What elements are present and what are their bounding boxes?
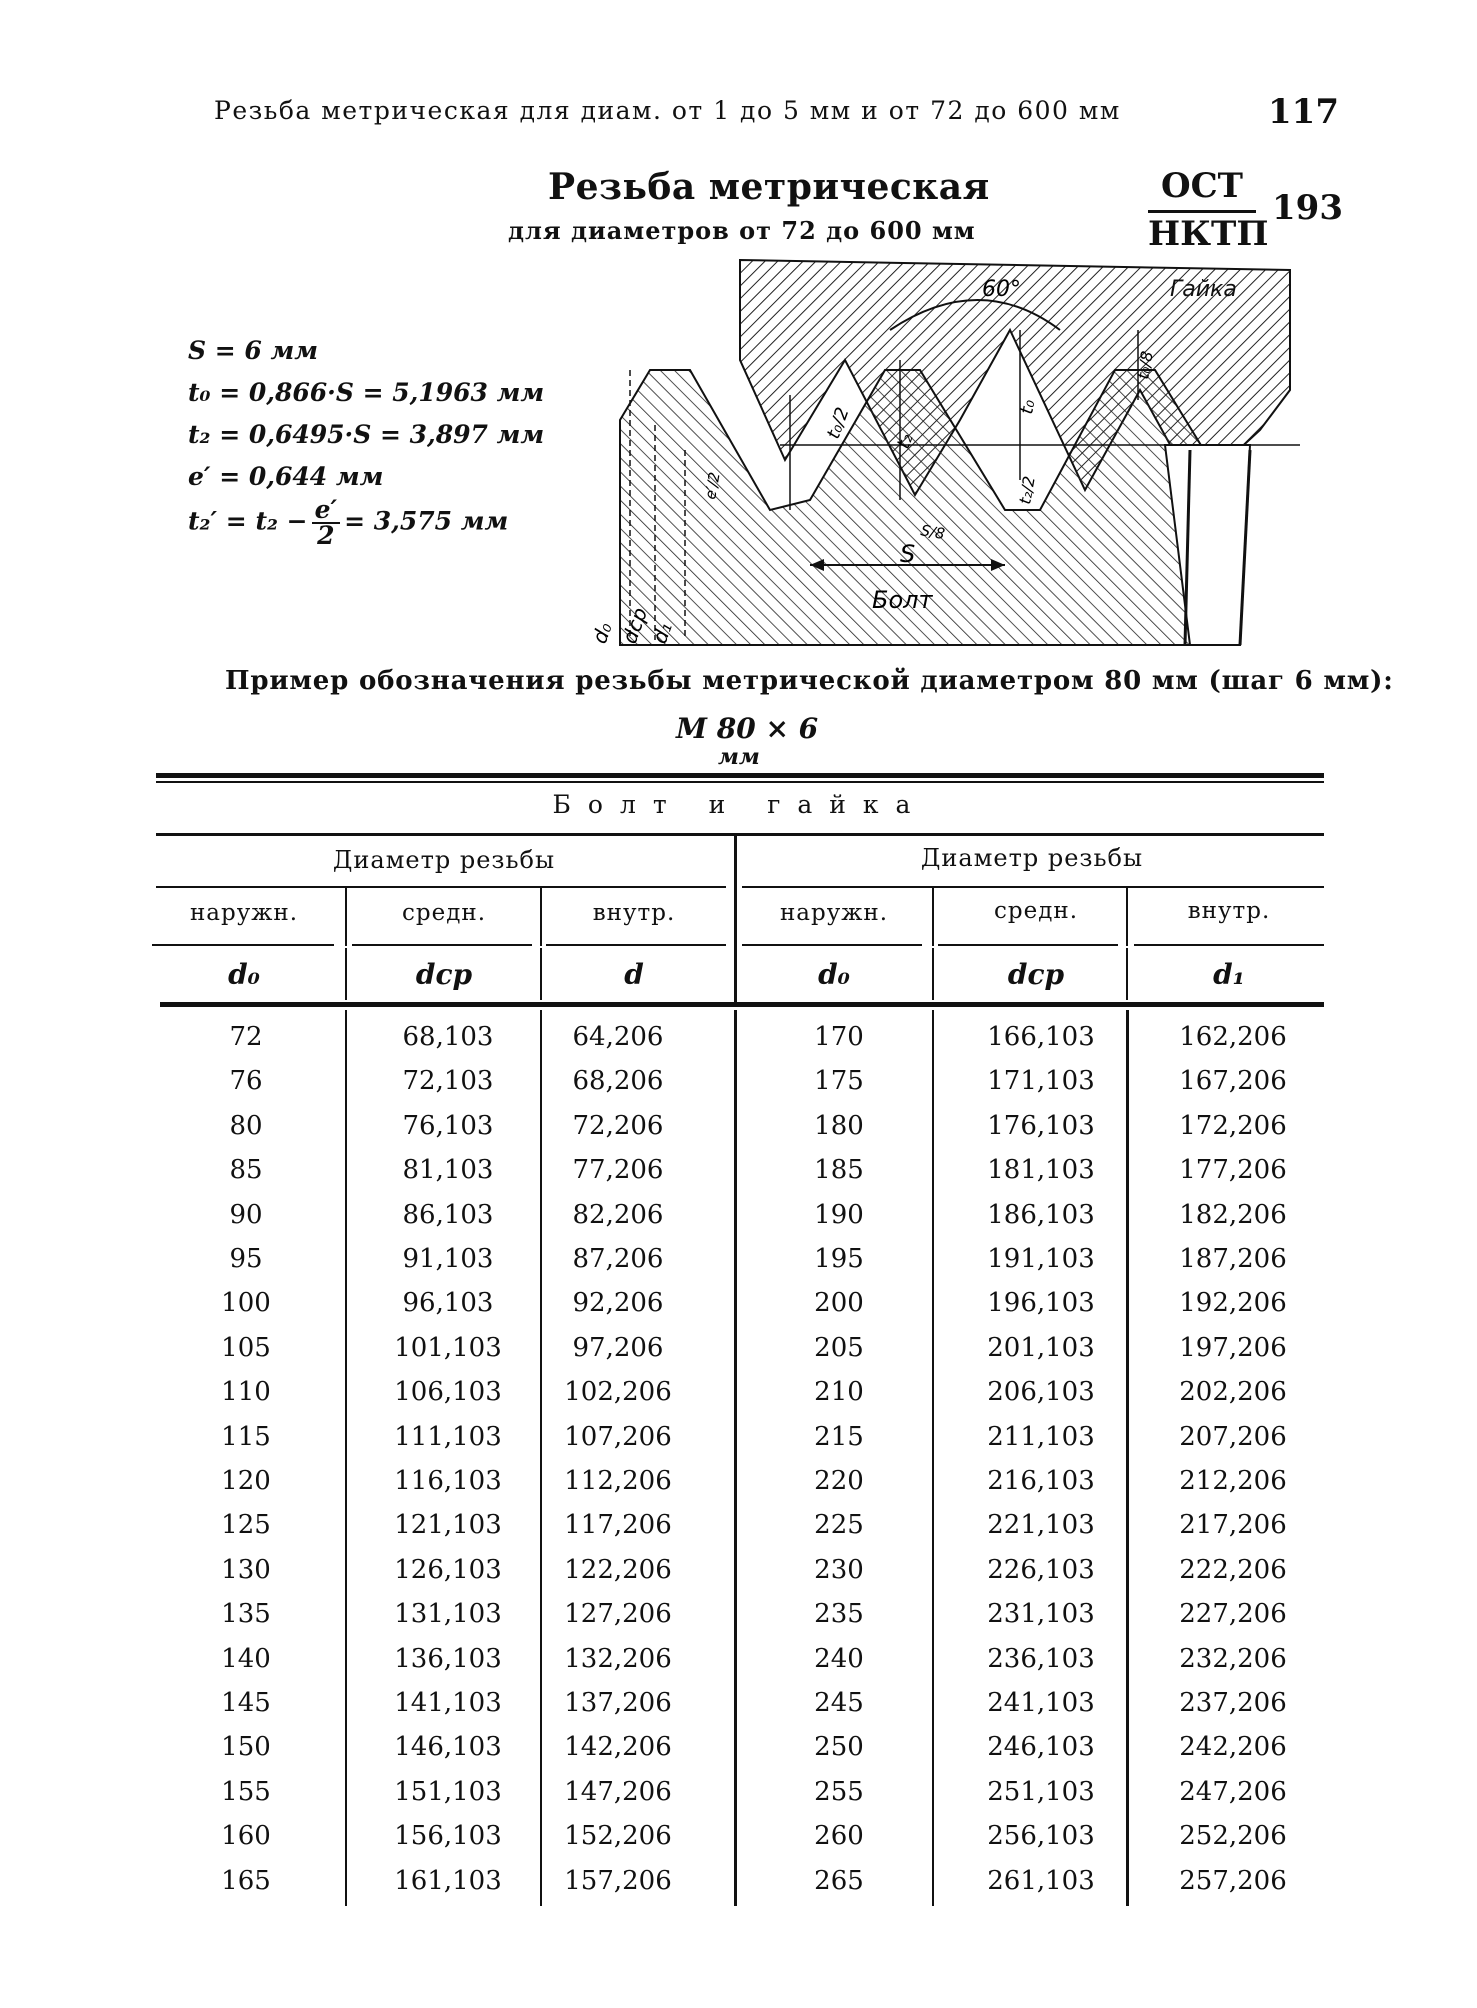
formula-e: e′ = 0,644 мм (188, 462, 384, 491)
table-cell: 140 (221, 1643, 271, 1674)
table-row (156, 1466, 1326, 1510)
table-cell: 200 (814, 1288, 864, 1319)
table-cell: 161,103 (394, 1865, 502, 1896)
table-cell: 162,206 (1179, 1022, 1287, 1052)
formula-pitch: S = 6 мм (188, 336, 319, 365)
col-rule-2 (352, 944, 532, 946)
table-cell: 86,103 (402, 1199, 494, 1230)
table-cell: 106,103 (394, 1377, 502, 1408)
table-cell: 176,103 (987, 1110, 1095, 1141)
symbol-d1-right: d₁ (1213, 958, 1245, 991)
formula-t2: t₂ = 0,6495·S = 3,897 мм (188, 420, 545, 449)
table-cell: 211,103 (987, 1421, 1095, 1452)
table-cell: 95 (229, 1244, 263, 1274)
table-cell: 201,103 (987, 1332, 1095, 1363)
formula-t2-prime (188, 495, 544, 550)
symbol-d-left: d (624, 958, 644, 991)
table-cell: 76,103 (402, 1110, 494, 1141)
table-cell: 257,206 (1179, 1865, 1287, 1896)
table-cell: 147,206 (564, 1776, 672, 1807)
d1-label: d₁ (647, 619, 677, 647)
table-cell: 231,103 (987, 1599, 1095, 1630)
running-head: Резьба метрическая для диам. от 1 до 5 мм и от 72 до 600 мм (214, 96, 1121, 125)
table-cell: 125 (221, 1510, 271, 1541)
table-cell: 225 (814, 1510, 864, 1541)
table-cell: 92,206 (572, 1288, 664, 1319)
table-cell: 232,206 (1179, 1643, 1287, 1674)
table-cell: 90 (229, 1199, 263, 1230)
table-cell: 145 (221, 1688, 271, 1718)
table-cell: 77,206 (572, 1155, 664, 1186)
table-cell: 72 (229, 1022, 263, 1052)
table-cell: 182,206 (1179, 1199, 1287, 1230)
center-divider-header (734, 834, 737, 1002)
table-row (156, 1422, 1326, 1466)
table-cell: 242,206 (1179, 1732, 1287, 1763)
table-cell: 160 (221, 1821, 271, 1852)
table-row (156, 1555, 1326, 1599)
header-divider-1 (345, 888, 347, 946)
sym-divider-1 (345, 948, 347, 1000)
col-header-outer-left: наружн. (189, 900, 299, 926)
table-cell: 186,103 (987, 1199, 1095, 1230)
body-top-rule (160, 1002, 1324, 1007)
table-cell: 235 (814, 1599, 864, 1630)
table-cell: 241,103 (987, 1688, 1095, 1718)
caption-rule (156, 833, 1324, 836)
table-cell: 261,103 (987, 1865, 1095, 1896)
table-cell: 206,103 (987, 1377, 1095, 1408)
group-header-left: Диаметр резьбы (332, 846, 556, 874)
table-cell: 185 (814, 1155, 864, 1186)
table-cell: 220 (814, 1466, 864, 1496)
table-cell: 250 (814, 1732, 864, 1763)
table-cell: 141,103 (394, 1688, 502, 1718)
table-cell: 172,206 (1179, 1110, 1287, 1141)
symbol-dcp-right: dср (1007, 958, 1065, 991)
table-cell: 180 (814, 1110, 864, 1141)
table-row (156, 1066, 1326, 1110)
table-cell: 187,206 (1179, 1244, 1287, 1274)
table-cell: 112,206 (564, 1466, 672, 1496)
table-cell: 150 (221, 1732, 271, 1763)
table-cell: 190 (814, 1199, 864, 1230)
header-divider-4 (932, 888, 934, 946)
table-cell: 136,103 (394, 1643, 502, 1674)
table-cell: 155 (221, 1776, 271, 1807)
table-cell: 237,206 (1179, 1688, 1287, 1718)
formula-t2-prime-left: t₂′ = t₂ − (188, 506, 308, 536)
t2-label: t₂ (892, 431, 918, 452)
col-header-inner-left: внутр. (592, 900, 676, 926)
thread-designation: М 80 × 6 (676, 712, 819, 745)
sym-divider-5 (1126, 948, 1128, 1000)
table-cell: 117,206 (564, 1510, 672, 1541)
table-cell: 236,103 (987, 1643, 1095, 1674)
table-cell: 157,206 (564, 1865, 672, 1896)
thread-profile-diagram (587, 250, 1330, 650)
table-row (156, 1200, 1326, 1244)
fraction-denominator: 2 (317, 521, 335, 550)
symbol-d0-left: d₀ (228, 958, 260, 991)
table-cell: 240 (814, 1643, 864, 1674)
standard-fraction-line (1148, 210, 1256, 213)
d0-label: d₀ (587, 619, 617, 647)
table-cell: 156,103 (394, 1821, 502, 1852)
group-header-right: Диаметр резьбы (920, 844, 1144, 872)
table-cell: 265 (814, 1865, 864, 1896)
bolt-label: Болт (872, 586, 933, 614)
table-cell: 212,206 (1179, 1466, 1287, 1496)
col-header-mean-right: средн. (993, 898, 1079, 924)
table-cell: 115 (221, 1421, 271, 1452)
standard-number: 193 (1272, 188, 1343, 228)
table-row (156, 1599, 1326, 1643)
table-cell: 107,206 (564, 1421, 672, 1452)
thread-designation-unit: мм (718, 744, 760, 770)
table-cell: 196,103 (987, 1288, 1095, 1319)
table-cell: 121,103 (394, 1510, 502, 1541)
col-header-inner-right: внутр. (1187, 898, 1271, 924)
formula-fraction (312, 495, 341, 550)
sym-divider-4 (932, 948, 934, 1000)
col-rule-3 (546, 944, 726, 946)
group-rule-left (156, 886, 726, 888)
table-cell: 165 (221, 1865, 271, 1896)
symbol-dcp-left: dср (415, 958, 473, 991)
table-cell: 170 (814, 1022, 864, 1052)
standard-bottom: НКТП (1148, 214, 1269, 254)
t2-half-label: t₂/2 (1015, 474, 1039, 506)
table-cell: 215 (814, 1421, 864, 1452)
table-row (156, 1244, 1326, 1288)
table-cell: 76 (229, 1066, 263, 1097)
table-cell: 96,103 (402, 1288, 494, 1319)
table-row (156, 1510, 1326, 1554)
table-cell: 167,206 (1179, 1066, 1287, 1097)
table-cell: 130 (221, 1554, 271, 1585)
nut-label: Гайка (1170, 277, 1237, 302)
table-cell: 245 (814, 1688, 864, 1718)
table-cell: 251,103 (987, 1776, 1095, 1807)
formula-t2-prime-right: = 3,575 мм (344, 506, 509, 536)
t0-half-label: t₀/2 (822, 404, 854, 442)
table-cell: 91,103 (402, 1244, 494, 1274)
col-rule-1 (152, 944, 334, 946)
table-row (156, 1155, 1326, 1199)
t0-label: t₀ (1016, 398, 1040, 416)
table-cell: 247,206 (1179, 1776, 1287, 1807)
table-cell: 171,103 (987, 1066, 1095, 1097)
table-row (156, 1377, 1326, 1421)
dcp-label: dcp (617, 604, 653, 647)
table-cell: 226,103 (987, 1554, 1095, 1585)
table-cell: 207,206 (1179, 1421, 1287, 1452)
table-cell: 146,103 (394, 1732, 502, 1763)
table-cell: 191,103 (987, 1244, 1095, 1274)
standard-top: ОСТ (1161, 166, 1243, 206)
table-cell: 221,103 (987, 1510, 1095, 1541)
table-cell: 120 (221, 1466, 271, 1496)
table-row (156, 1333, 1326, 1377)
col-rule-4 (742, 944, 922, 946)
table-cell: 197,206 (1179, 1332, 1287, 1363)
table-row (156, 1777, 1326, 1821)
table-cell: 68,103 (402, 1022, 494, 1052)
table-cell: 100 (221, 1288, 271, 1319)
formula-t0: t₀ = 0,866·S = 5,1963 мм (188, 378, 545, 407)
table-cell: 181,103 (987, 1155, 1095, 1186)
page-number: 117 (1268, 92, 1339, 132)
header-divider-5 (1126, 888, 1128, 946)
angle-label: 60° (982, 277, 1021, 302)
table-cell: 122,206 (564, 1554, 672, 1585)
table-row (156, 1288, 1326, 1332)
table-row (156, 1111, 1326, 1155)
t0-eighth-label: t₀/8 (1133, 349, 1157, 381)
table-cell: 102,206 (564, 1377, 672, 1408)
table-cell: 126,103 (394, 1554, 502, 1585)
table-cell: 105 (221, 1332, 271, 1363)
table-caption: Болт и гайка (552, 790, 928, 819)
table-cell: 216,103 (987, 1466, 1095, 1496)
table-cell: 205 (814, 1332, 864, 1363)
table-cell: 101,103 (394, 1332, 502, 1363)
col-header-outer-right: наружн. (779, 900, 889, 926)
table-cell: 81,103 (402, 1155, 494, 1186)
table-row (156, 1821, 1326, 1865)
table-cell: 137,206 (564, 1688, 672, 1718)
table-cell: 177,206 (1179, 1155, 1287, 1186)
table-cell: 68,206 (572, 1066, 664, 1097)
table-cell: 230 (814, 1554, 864, 1585)
fraction-numerator: e′ (312, 498, 341, 524)
table-row (156, 1022, 1326, 1066)
table-cell: 246,103 (987, 1732, 1095, 1763)
table-cell: 255 (814, 1776, 864, 1807)
table-cell: 222,206 (1179, 1554, 1287, 1585)
formula-block (188, 330, 544, 548)
table-cell: 110 (221, 1377, 271, 1408)
table-cell: 127,206 (564, 1599, 672, 1630)
table-cell: 111,103 (394, 1421, 502, 1452)
table-cell: 175 (814, 1066, 864, 1097)
table-cell: 210 (814, 1377, 864, 1408)
table-cell: 132,206 (564, 1643, 672, 1674)
header-divider-2 (540, 888, 542, 946)
table-cell: 142,206 (564, 1732, 672, 1763)
table-cell: 166,103 (987, 1022, 1095, 1052)
pitch-label: S (900, 540, 916, 568)
s8-label: S/8 (919, 521, 947, 544)
table-cell: 195 (814, 1244, 864, 1274)
table-top-rule-thin (156, 781, 1324, 783)
table-cell: 256,103 (987, 1821, 1095, 1852)
table-cell: 131,103 (394, 1599, 502, 1630)
table-cell: 152,206 (564, 1821, 672, 1852)
example-text: Пример обозначения резьбы метрической диаметром 80 мм (шаг 6 мм): (225, 666, 1394, 696)
col-header-mean-left: средн. (401, 900, 487, 926)
table-cell: 116,103 (394, 1466, 502, 1496)
table-cell: 80 (229, 1110, 263, 1141)
col-rule-6 (1134, 944, 1324, 946)
table-cell: 85 (229, 1155, 263, 1186)
col-rule-5 (938, 944, 1118, 946)
table-cell: 202,206 (1179, 1377, 1287, 1408)
table-cell: 87,206 (572, 1244, 664, 1274)
table-cell: 135 (221, 1599, 271, 1630)
table-cell: 72,206 (572, 1110, 664, 1141)
table-cell: 151,103 (394, 1776, 502, 1807)
table-cell: 64,206 (572, 1022, 664, 1052)
symbol-d0-right: d₀ (818, 958, 850, 991)
table-cell: 252,206 (1179, 1821, 1287, 1852)
table-cell: 227,206 (1179, 1599, 1287, 1630)
table-row (156, 1644, 1326, 1688)
table-top-rule (156, 773, 1324, 778)
table-row (156, 1732, 1326, 1776)
group-rule-right (742, 886, 1324, 888)
table-cell: 217,206 (1179, 1510, 1287, 1541)
page-title: Резьба метрическая (548, 166, 990, 208)
table-cell: 260 (814, 1821, 864, 1852)
table-row (156, 1688, 1326, 1732)
page-subtitle: для диаметров от 72 до 600 мм (508, 216, 976, 245)
table-cell: 192,206 (1179, 1288, 1287, 1319)
table-row (156, 1866, 1326, 1910)
e-half-label: e′/2 (701, 470, 724, 501)
table-cell: 97,206 (572, 1332, 664, 1363)
table-cell: 72,103 (402, 1066, 494, 1097)
table-cell: 82,206 (572, 1199, 664, 1230)
sym-divider-2 (540, 948, 542, 1000)
